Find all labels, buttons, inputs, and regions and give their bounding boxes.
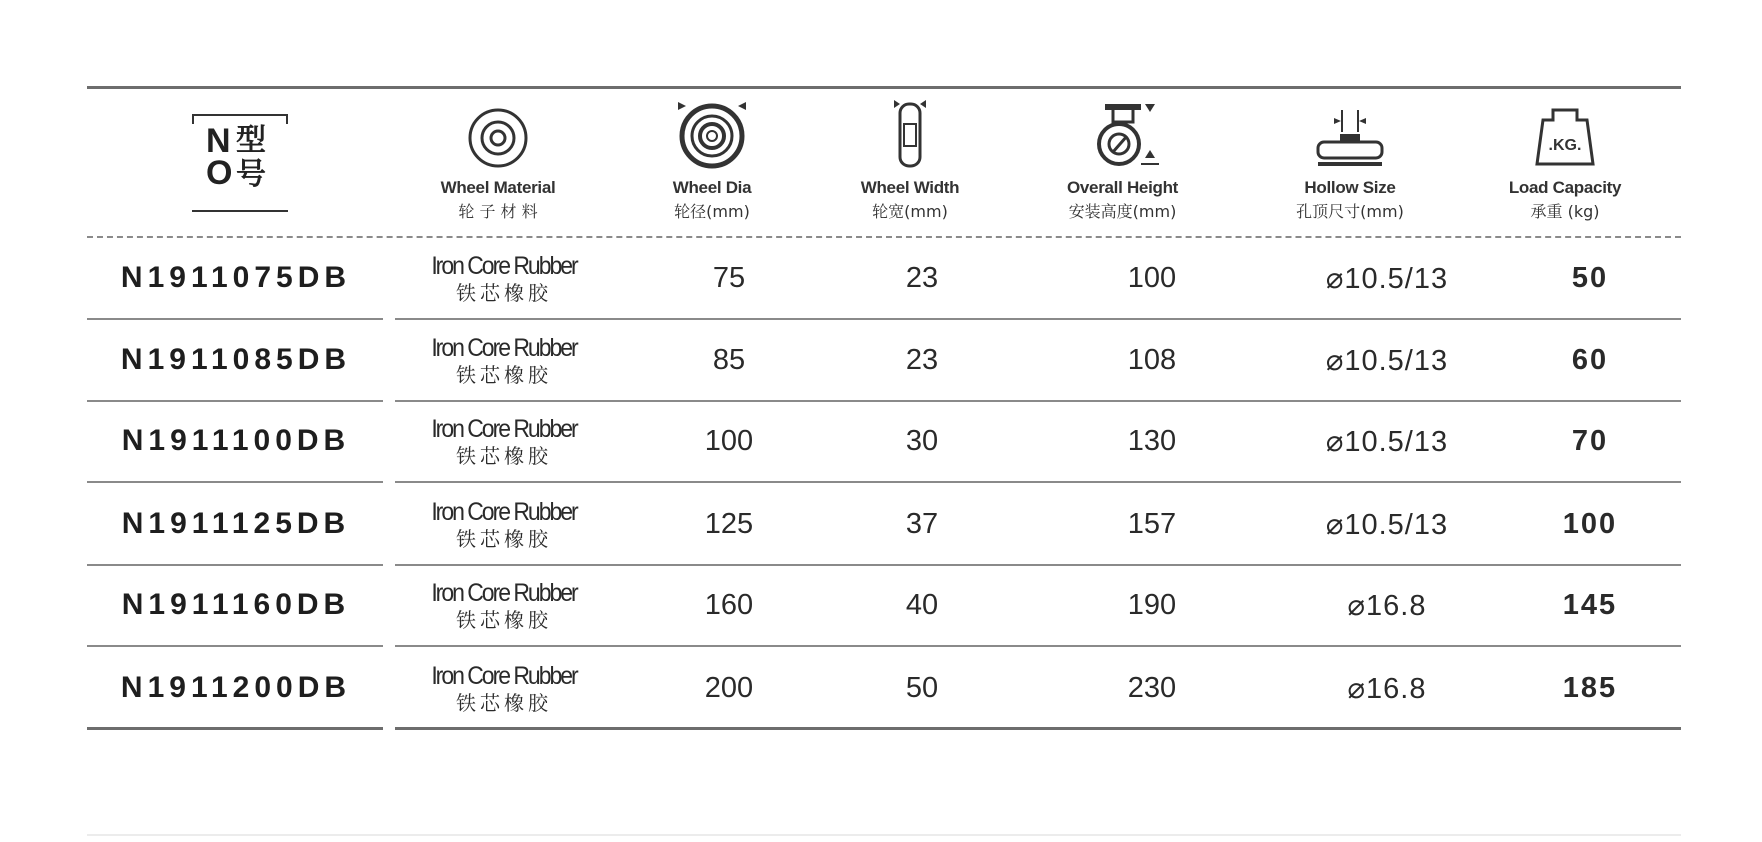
wheel-dia: 85 — [712, 343, 746, 376]
overall-height: 230 — [1127, 671, 1177, 704]
wheel-width: 30 — [905, 424, 939, 457]
overall-height: 157 — [1127, 507, 1177, 540]
hollow-size: ⌀10.5/13 — [1325, 344, 1449, 377]
model-number-icon: N O 型 号 — [192, 112, 288, 212]
model-number: N1911125DB — [121, 507, 351, 540]
header-wheel-dia: Wheel Dia 轮径(mm) — [642, 92, 782, 232]
wheel-width: 50 — [905, 671, 939, 704]
table-row — [87, 565, 1681, 647]
model-number: N1911075DB — [120, 261, 352, 294]
overall-height: 130 — [1127, 424, 1177, 457]
material-cn: 铁芯橡胶 — [456, 526, 552, 551]
row-divider — [395, 645, 1681, 647]
header-load-capacity: .KG. Load Capacity 承重 (kg) — [1490, 92, 1640, 232]
material-en: Iron Core Rubber — [431, 414, 577, 443]
wheel-width: 37 — [905, 507, 939, 540]
wheel-dia: 200 — [704, 671, 754, 704]
overall-height: 190 — [1127, 588, 1177, 621]
hollow-size: ⌀16.8 — [1347, 672, 1427, 705]
caster-height-icon — [1083, 98, 1163, 170]
material-en: Iron Core Rubber — [431, 661, 577, 690]
table-row — [87, 484, 1681, 566]
row-divider — [87, 727, 383, 730]
material-cn: 铁芯橡胶 — [456, 443, 552, 468]
table-row — [87, 238, 1681, 320]
wheel-material — [395, 484, 613, 564]
hollow-size: ⌀10.5/13 — [1325, 262, 1449, 295]
row-divider — [87, 645, 383, 647]
row-divider — [87, 481, 383, 483]
model-number: N1911100DB — [121, 424, 351, 457]
wheel-dia: 75 — [712, 261, 746, 294]
material-en: Iron Core Rubber — [431, 578, 577, 607]
wheel-diameter-icon — [670, 96, 754, 170]
wheel-dia: 125 — [704, 507, 754, 540]
model-number: N1911160DB — [121, 588, 351, 621]
table-row — [87, 320, 1681, 402]
load-capacity: 70 — [1571, 424, 1609, 457]
wheel-dia: 100 — [704, 424, 754, 457]
material-en: Iron Core Rubber — [431, 497, 577, 526]
model-number: N1911085DB — [120, 343, 352, 376]
material-en: Iron Core Rubber — [431, 333, 577, 362]
material-en: Iron Core Rubber — [431, 251, 577, 280]
material-cn: 铁芯橡胶 — [456, 280, 552, 305]
table-row — [87, 648, 1681, 730]
overall-height: 108 — [1127, 343, 1177, 376]
hollow-size: ⌀16.8 — [1347, 589, 1427, 622]
load-capacity: 50 — [1571, 261, 1609, 294]
table-top-rule — [87, 86, 1681, 89]
load-capacity: 145 — [1562, 588, 1618, 621]
row-divider — [395, 481, 1681, 483]
wheel-icon — [466, 106, 530, 170]
header-overall-height: Overall Height 安装高度(mm) — [1045, 92, 1200, 232]
wheel-material — [395, 401, 613, 481]
wheel-width-icon — [880, 94, 940, 170]
wheel-width: 23 — [905, 343, 939, 376]
wheel-material — [395, 320, 613, 400]
hollow-size-icon — [1312, 106, 1388, 170]
wheel-material — [395, 648, 613, 728]
material-cn: 铁芯橡胶 — [456, 690, 552, 715]
material-cn: 铁芯橡胶 — [456, 362, 552, 387]
overall-height: 100 — [1127, 261, 1177, 294]
header-wheel-material: Wheel Material 轮 子 材 料 — [418, 92, 578, 232]
hollow-size: ⌀10.5/13 — [1325, 425, 1449, 458]
row-divider — [395, 727, 1681, 730]
wheel-dia: 160 — [704, 588, 754, 621]
model-number: N1911200DB — [120, 671, 352, 704]
header-hollow-size: Hollow Size 孔顶尺寸(mm) — [1275, 92, 1425, 232]
wheel-width: 40 — [905, 588, 939, 621]
load-capacity: 100 — [1562, 507, 1618, 540]
wheel-material — [395, 238, 613, 318]
wheel-width: 23 — [905, 261, 939, 294]
table-row — [87, 401, 1681, 483]
page-bottom-rule — [87, 834, 1681, 836]
material-cn: 铁芯橡胶 — [456, 607, 552, 632]
wheel-material — [395, 565, 613, 645]
load-capacity: 60 — [1571, 343, 1609, 376]
svg-text:.KG.: .KG. — [1548, 137, 1582, 154]
weight-icon — [1533, 106, 1597, 170]
load-capacity: 185 — [1562, 671, 1618, 704]
hollow-size: ⌀10.5/13 — [1325, 508, 1449, 541]
header-wheel-width: Wheel Width 轮宽(mm) — [840, 92, 980, 232]
